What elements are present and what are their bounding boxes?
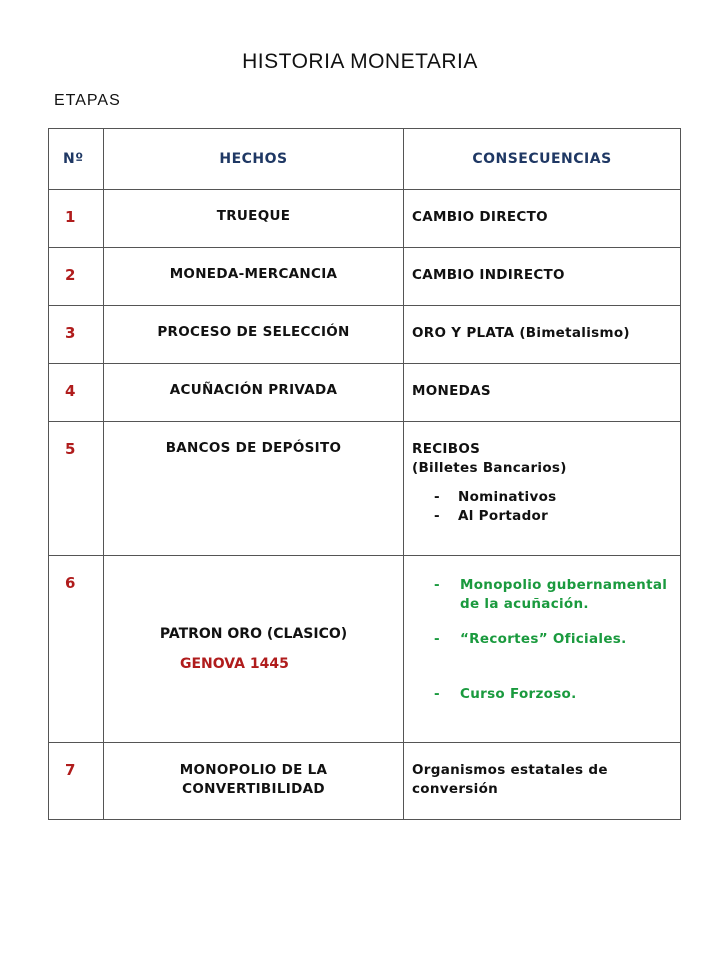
row-number: 2: [49, 248, 104, 306]
list-item: - Nominativos: [432, 488, 674, 507]
header-hechos: HECHOS: [104, 129, 404, 190]
table-row: [49, 190, 681, 248]
row-number: 7: [49, 743, 104, 820]
table-row: [49, 556, 681, 743]
table-row: [49, 306, 681, 364]
list-item: - Al Portador: [432, 507, 674, 526]
consecuencia-list: [412, 488, 674, 526]
row-number: 6: [49, 556, 104, 743]
row-number: 1: [49, 190, 104, 248]
row-hecho: ACUÑACIÓN PRIVADA: [104, 364, 404, 422]
row-hecho: MONEDA-MERCANCIA: [104, 248, 404, 306]
consecuencia-line: RECIBOS: [412, 441, 481, 457]
hecho-title: PATRON ORO (CLASICO): [159, 626, 348, 642]
row-consecuencia: CAMBIO INDIRECTO: [404, 248, 681, 306]
row-consecuencia: [404, 556, 681, 743]
consecuencia-line: (Billetes Bancarios): [412, 460, 567, 476]
list-item: - “Recortes” Oficiales.: [434, 630, 674, 649]
table-row: [49, 364, 681, 422]
row-hecho: TRUEQUE: [104, 190, 404, 248]
header-num: Nº: [49, 129, 104, 190]
table-row: [49, 422, 681, 556]
row-number: 4: [49, 364, 104, 422]
row-consecuencia: CAMBIO DIRECTO: [404, 190, 681, 248]
table-row: [49, 248, 681, 306]
row-hecho: BANCOS DE DEPÓSITO: [104, 422, 404, 556]
row-consecuencia: [404, 422, 681, 556]
row-consecuencia: ORO Y PLATA (Bimetalismo): [404, 306, 681, 364]
table-row: [49, 743, 681, 820]
hecho-subtitle: GENOVA 1445: [180, 656, 289, 672]
list-item: - Monopolio gubernamental de la acuñación.: [434, 576, 674, 614]
row-hecho: PROCESO DE SELECCIÓN: [104, 306, 404, 364]
list-item: - Curso Forzoso.: [434, 685, 674, 704]
document-subtitle: ETAPAS: [54, 92, 121, 109]
row-hecho: MONOPOLIO DE LA CONVERTIBILIDAD: [104, 743, 404, 820]
table-header-row: [49, 129, 681, 190]
row-hecho: [104, 556, 404, 743]
header-consecuencias: CONSECUENCIAS: [404, 129, 681, 190]
row-consecuencia: MONEDAS: [404, 364, 681, 422]
row-number: 3: [49, 306, 104, 364]
consecuencia-list: [404, 556, 674, 704]
row-number: 5: [49, 422, 104, 556]
stages-table: [48, 128, 681, 820]
document-title: HISTORIA MONETARIA: [242, 50, 478, 73]
row-consecuencia: Organismos estatales de conversión: [404, 743, 681, 820]
